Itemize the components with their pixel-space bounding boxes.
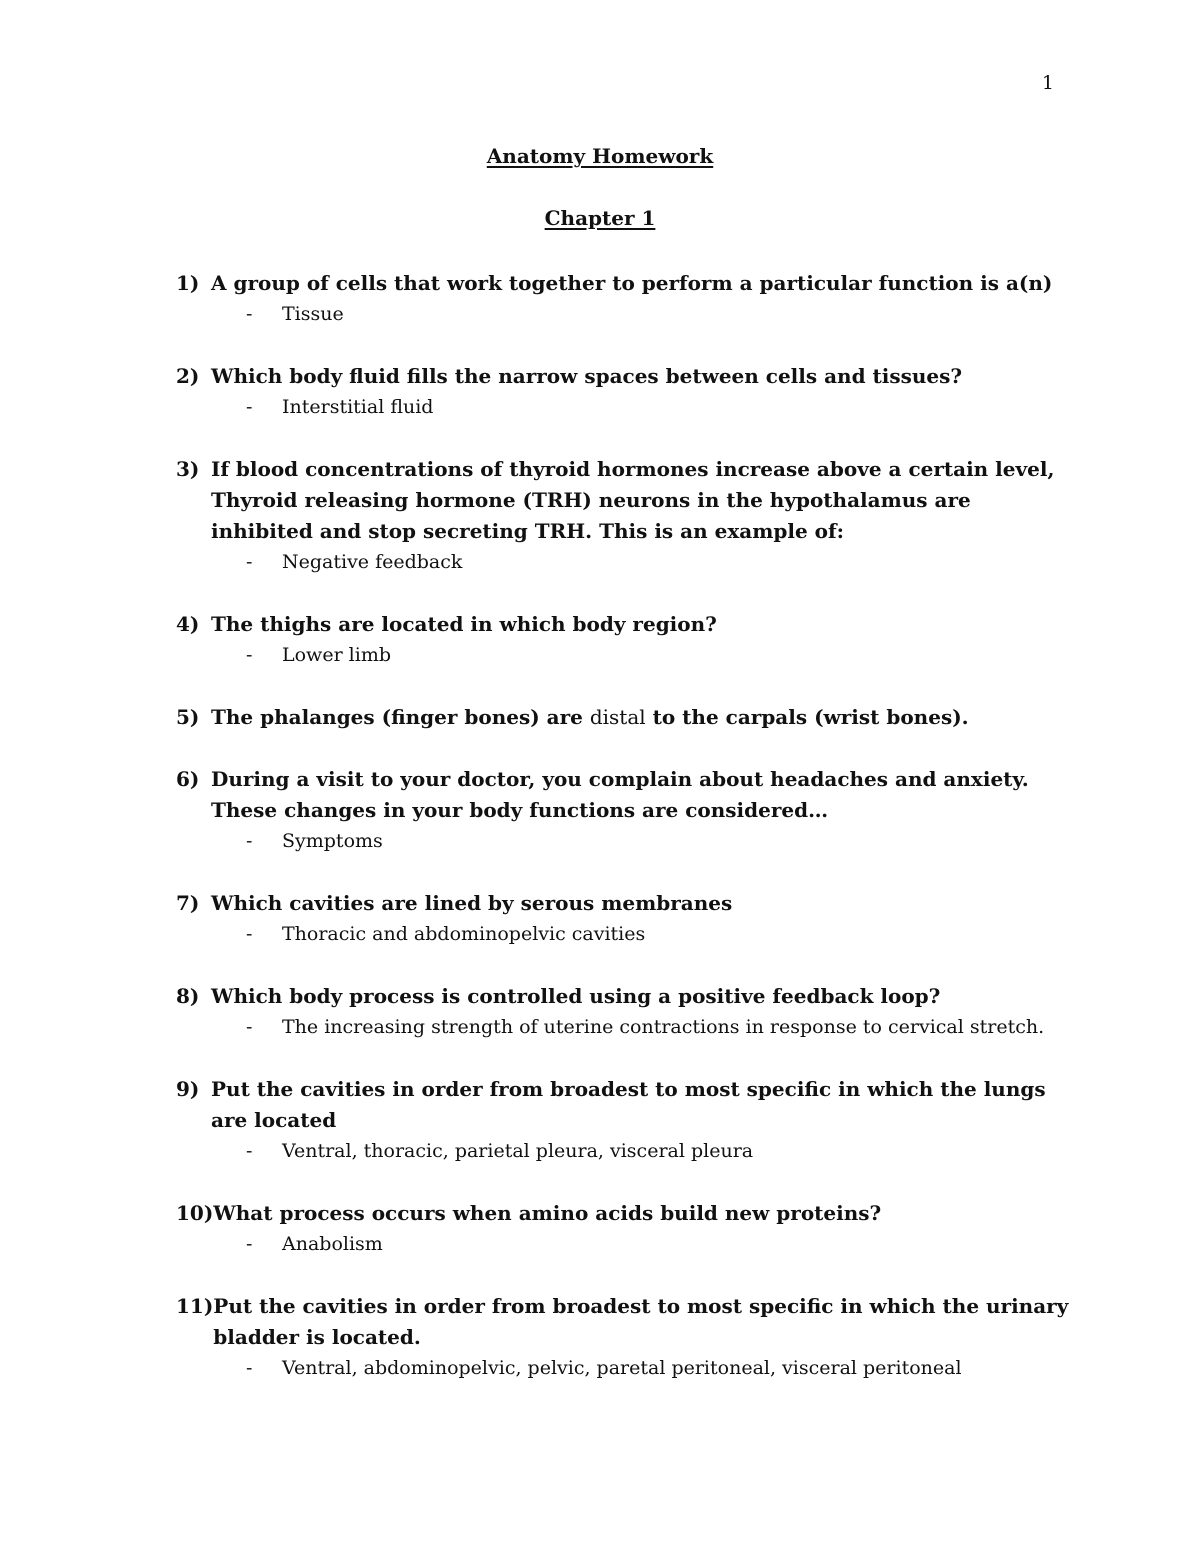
- answer-bullet: -: [246, 1357, 253, 1379]
- answer-bullet: -: [246, 303, 253, 325]
- document-title: Anatomy Homework: [486, 144, 714, 168]
- question-text-after: to the carpals (wrist bones).: [645, 705, 969, 729]
- question-text: Which body process is controlled using a positive feedback loop?: [211, 984, 941, 1008]
- answer-text: Interstitial fluid: [282, 396, 434, 418]
- answer-text: Anabolism: [282, 1233, 383, 1255]
- question-text: Which body fluid fills the narrow spaces between cells and tissues?: [211, 364, 963, 388]
- answer-text: Lower limb: [282, 644, 392, 666]
- answer-bullet: -: [246, 830, 253, 852]
- question-number: 1): [176, 271, 200, 295]
- question-item: [176, 1198, 1076, 1260]
- question-list: [176, 268, 1076, 1415]
- question-text: If blood concentrations of thyroid hormones increase above a certain level, Thyroid releasing hormone (TRH) neurons in the hypothalamus are inhibited and stop secreting TRH. This is an example of:: [211, 457, 1055, 543]
- question-item: [176, 361, 1076, 423]
- question-number: 9): [176, 1077, 200, 1101]
- question-item: [176, 268, 1076, 330]
- question-text: During a visit to your doctor, you complain about headaches and anxiety. These changes in your body functions are considered…: [211, 767, 1029, 822]
- answer-text: Ventral, abdominopelvic, pelvic, paretal peritoneal, visceral peritoneal: [282, 1357, 962, 1379]
- question-number: 7): [176, 891, 200, 915]
- question-number: 11): [176, 1294, 214, 1318]
- answer-text: Negative feedback: [282, 551, 463, 573]
- question-item: [176, 1074, 1076, 1167]
- answer-bullet: -: [246, 644, 253, 666]
- question-number: 6): [176, 767, 200, 791]
- question-number: 10): [176, 1201, 214, 1225]
- answer-bullet: -: [246, 551, 253, 573]
- question-item: [176, 702, 1076, 733]
- answer-bullet: -: [246, 1233, 253, 1255]
- page-number: 1: [1041, 72, 1054, 94]
- answer-text: Symptoms: [282, 830, 383, 852]
- answer-text: Tissue: [282, 303, 344, 325]
- question-number: 4): [176, 612, 200, 636]
- inline-answer: distal: [589, 705, 646, 729]
- question-text: The thighs are located in which body region?: [211, 612, 717, 636]
- question-number: 2): [176, 364, 200, 388]
- answer-bullet: -: [246, 396, 253, 418]
- question-text-before: The phalanges (finger bones) are: [211, 705, 590, 729]
- answer-bullet: -: [246, 923, 253, 945]
- question-text: Which cavities are lined by serous membranes: [211, 891, 733, 915]
- question-item: [176, 1291, 1076, 1384]
- question-number: 5): [176, 705, 200, 729]
- question-item: [176, 981, 1076, 1043]
- answer-text: Ventral, thoracic, parietal pleura, visceral pleura: [282, 1140, 754, 1162]
- question-item: [176, 764, 1076, 857]
- question-item: [176, 888, 1076, 950]
- chapter-heading: Chapter 1: [544, 206, 656, 230]
- question-text: [211, 702, 1076, 733]
- question-text: Put the cavities in order from broadest to most specific in which the urinary bladder is located.: [213, 1294, 1069, 1349]
- answer-bullet: -: [246, 1016, 253, 1038]
- question-item: [176, 609, 1076, 671]
- question-number: 3): [176, 457, 200, 481]
- question-number: 8): [176, 984, 200, 1008]
- answer-text: The increasing strength of uterine contractions in response to cervical stretch.: [282, 1016, 1045, 1038]
- answer-text: Thoracic and abdominopelvic cavities: [282, 923, 646, 945]
- question-item: [176, 454, 1076, 578]
- question-text: What process occurs when amino acids build new proteins?: [213, 1201, 882, 1225]
- answer-bullet: -: [246, 1140, 253, 1162]
- question-text: Put the cavities in order from broadest to most specific in which the lungs are located: [211, 1077, 1046, 1132]
- question-text: A group of cells that work together to perform a particular function is a(n): [211, 271, 1053, 295]
